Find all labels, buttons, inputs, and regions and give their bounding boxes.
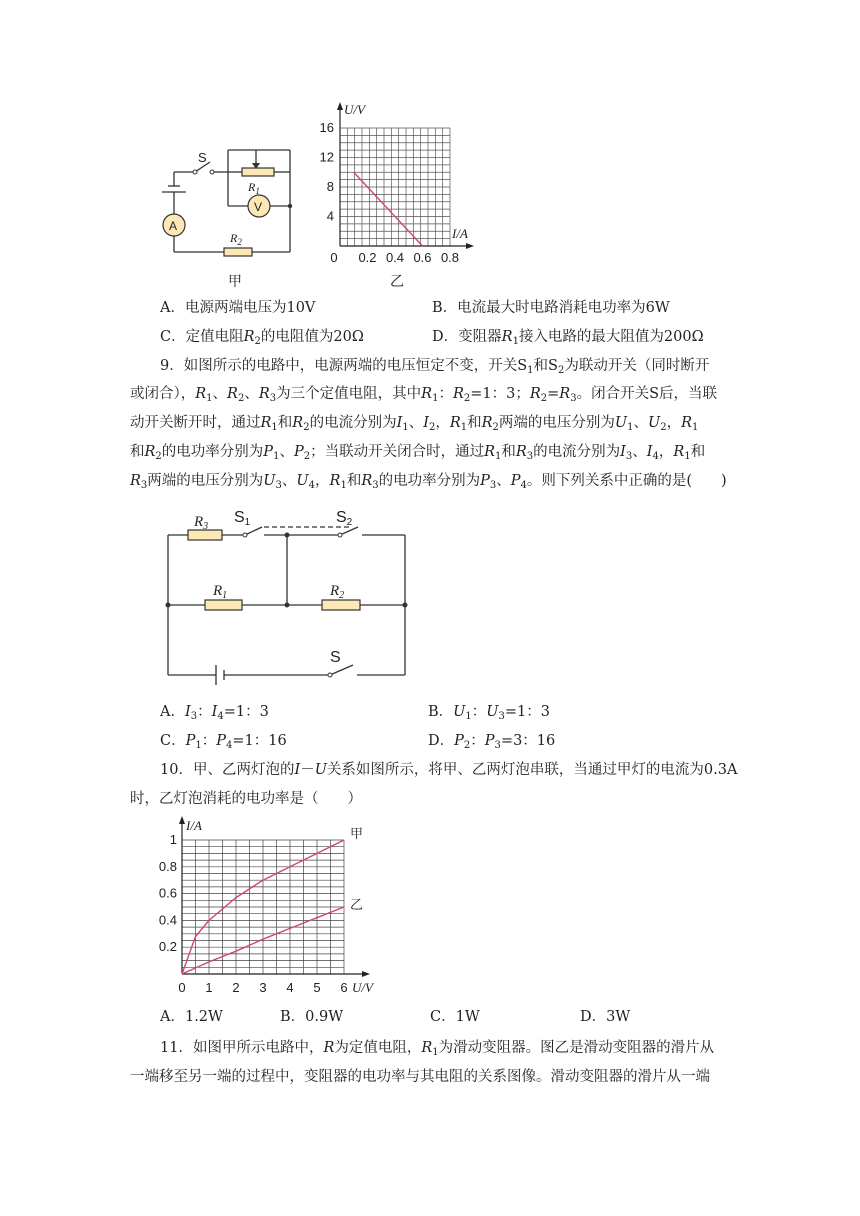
x-tick-label: 6 <box>340 980 348 995</box>
r3-label: $R_3$ <box>194 514 209 532</box>
q8-ui-chart <box>310 100 500 270</box>
series-label-jia: 甲 <box>350 826 364 841</box>
q9-option-b[interactable]: B．$U_1$：$U_3=1$：3 <box>428 704 550 722</box>
q9-line-4: 和$R_2$的电功率分别为$P_1$、$P_2$；当联动开关闭合时，通过$R_1$和$R_3$的电流分别为$I_3$、$I_4$，$R_1$和 <box>130 444 706 462</box>
q8-option-a[interactable]: A．电源两端电压为10V <box>160 300 316 316</box>
y-tick-label: 8 <box>326 179 334 194</box>
q10-line-2: 时，乙灯泡消耗的电功率是（ ） <box>130 791 362 807</box>
x-tick-label: 5 <box>313 980 321 995</box>
q9-option-d[interactable]: D．$P_2$：$P_3=3$：16 <box>428 733 556 751</box>
x-tick-label: 4 <box>286 980 294 995</box>
q11-line-2: 一端移至另一端的过程中，变阻器的电功率与其电阻的关系图像。滑动变阻器的滑片从一端 <box>130 1069 710 1085</box>
q9-line-2: 或闭合），$R_1$、$R_2$、$R_3$为三个定值电阻，其中$R_1$：$R_2=1$：3；$R_2=R_3$。闭合开关S后，当联 <box>130 386 718 404</box>
x-tick-label: 0.6 <box>413 250 432 265</box>
s1-label: S1 <box>234 509 251 528</box>
q9-line-3: 动开关断开时，通过$R_1$和$R_2$的电流分别为$I_1$、$I_2$，$R_1$和$R_2$两端的电压分别为$U_1$、$U_2$，$R_1$ <box>130 415 699 433</box>
y-arrow <box>179 816 185 824</box>
x-tick-label: 1 <box>205 980 213 995</box>
x-tick-label: 2 <box>232 980 240 995</box>
s2-label: S2 <box>336 509 353 528</box>
series-label-yi: 乙 <box>350 897 364 912</box>
y-tick-label: 4 <box>326 208 334 224</box>
y-arrow <box>337 102 343 110</box>
y-tick-label: 0.2 <box>158 939 177 955</box>
r2-label-q9: $R_2$ <box>330 583 345 601</box>
voltmeter-label: V <box>254 200 263 214</box>
x-tick-label: 0.2 <box>358 250 377 265</box>
q10-iu-chart <box>148 812 378 1002</box>
q9-line-1: 9．如图所示的电路中，电源两端的电压恒定不变，开关$S_1$和$S_2$为联动开关（同时断开 <box>160 358 710 376</box>
q10-option-b[interactable]: B．0.9W <box>280 1009 344 1025</box>
q9-option-a[interactable]: A．$I_3$：$I_4=1$：3 <box>160 704 269 722</box>
switch-label: S <box>198 150 207 165</box>
r1-label-q9: $R_1$ <box>213 583 228 601</box>
ammeter-label: A <box>169 219 178 233</box>
r1-label: $R_1$ <box>248 180 260 196</box>
q10-option-a[interactable]: A．1.2W <box>160 1009 223 1025</box>
x-tick-label: 3 <box>259 980 267 995</box>
q10-line-1: 10．甲、乙两灯泡的I－U关系如图所示，将甲、乙两灯泡串联，当通过甲灯的电流为0.3A <box>160 762 738 778</box>
y-tick-label: 16 <box>319 120 334 135</box>
y-tick-label: 0.6 <box>158 885 177 901</box>
x-tick-label: 0 <box>178 980 186 995</box>
fig-yi-caption: 乙 <box>390 274 404 290</box>
y-axis-label: U/V <box>344 102 365 117</box>
y-tick-label: 12 <box>319 149 334 165</box>
q11-line-1: 11．如图甲所示电路中，R为定值电阻，$R_1$为滑动变阻器。图乙是滑动变阻器的滑片从 <box>160 1040 715 1058</box>
y-axis-label: I/A <box>186 818 202 833</box>
q9-option-c[interactable]: C．$P_1$：$P_4=1$：16 <box>160 733 287 751</box>
x-tick-label: 0.4 <box>385 250 405 265</box>
q9-line-5: $R_3$两端的电压分别为$U_3$、$U_4$，$R_1$和$R_3$的电功率分别为$P_3$、$P_4$。则下列关系中正确的是( ) <box>130 473 727 491</box>
y-tick-label: 1 <box>169 832 177 847</box>
q9-circuit-diagram <box>150 500 420 690</box>
x-axis-label: I/A <box>452 226 468 241</box>
q10-option-d[interactable]: D．3W <box>580 1009 631 1025</box>
r2-label: $R_2$ <box>230 231 242 247</box>
x-arrow <box>362 971 370 977</box>
y-tick-label: 0.4 <box>158 912 177 928</box>
x-axis-label: U/V <box>352 980 373 995</box>
y-tick-label: 0.8 <box>158 858 177 874</box>
q8-option-b[interactable]: B．电流最大时电路消耗电功率为6W <box>432 300 670 316</box>
x-arrow <box>466 243 474 249</box>
q8-circuit-diagram <box>150 140 310 260</box>
x-tick-label: 0 <box>330 250 338 265</box>
x-tick-label: 0.8 <box>440 250 460 265</box>
q8-option-d[interactable]: D．变阻器$R_1$接入电路的最大阻值为200Ω <box>432 329 704 347</box>
s-label: S <box>330 649 341 666</box>
fig-jia-caption: 甲 <box>228 274 242 290</box>
q10-option-c[interactable]: C．1W <box>430 1009 480 1025</box>
q8-option-c[interactable]: C．定值电阻$R_2$的电阻值为20Ω <box>160 329 364 347</box>
